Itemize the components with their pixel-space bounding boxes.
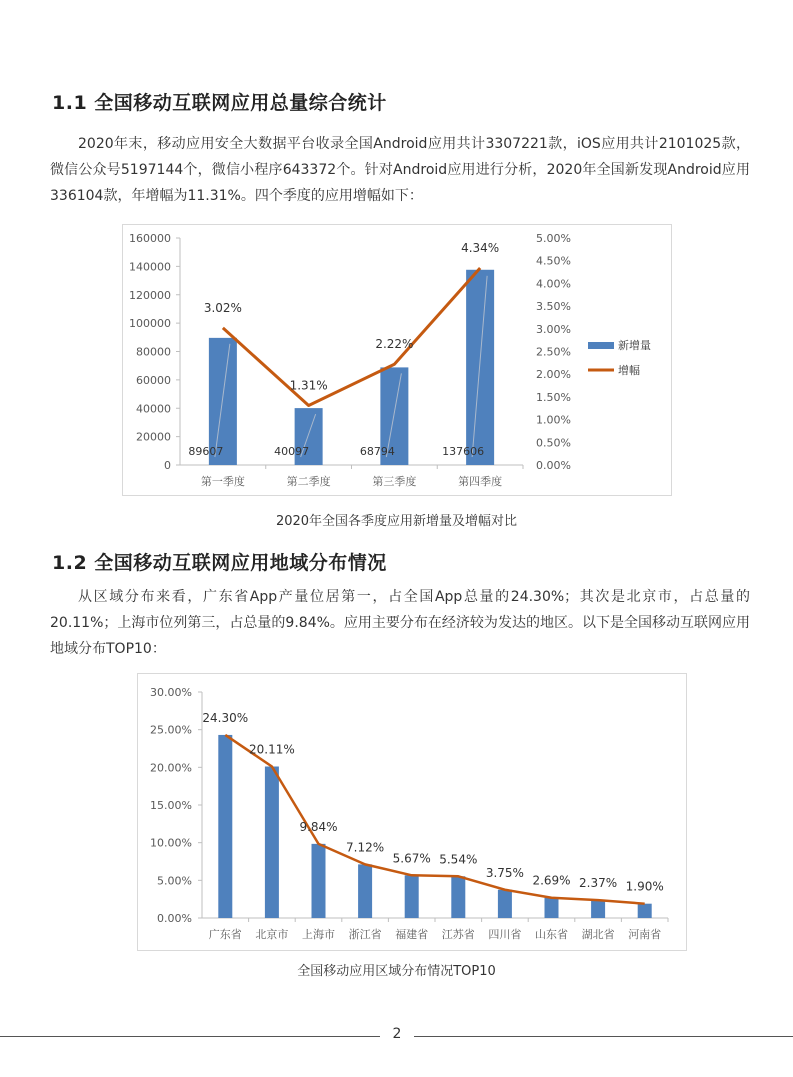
bar	[218, 735, 232, 918]
y-tick-label: 25.00%	[150, 723, 192, 737]
line-value-label: 2.22%	[375, 337, 414, 352]
x-tick-label: 第二季度	[286, 475, 331, 488]
y-tick-label: 20000	[136, 430, 171, 444]
bar	[545, 898, 559, 918]
y-tick-label: 5.00%	[157, 874, 192, 888]
footer-rule-left	[0, 1036, 380, 1037]
y-tick-label: 100000	[129, 317, 171, 331]
x-tick-label: 四川省	[488, 928, 522, 941]
paragraph-1-text: 2020年末，移动应用安全大数据平台收录全国Android应用共计3307221款，iOS应用共计2101025款，微信公众号5197144个，微信小程序643372个。针对Android应用进行分析，2020年全国新发现Android应用336104款，年增幅为11.31%。四个季度的应用增幅如下：	[50, 136, 750, 204]
line-value-label: 1.90%	[625, 879, 664, 894]
paragraph-2	[50, 584, 750, 662]
legend-swatch-bar	[588, 342, 614, 349]
y2-tick-label: 3.00%	[536, 322, 571, 336]
y2-tick-label: 4.50%	[536, 254, 571, 268]
y-tick-label: 20.00%	[150, 761, 192, 775]
x-tick-label: 江苏省	[441, 928, 475, 941]
x-tick-label: 湖北省	[581, 928, 615, 941]
bar-value-label: 137606	[442, 445, 485, 458]
line-value-label: 4.34%	[461, 240, 500, 255]
y2-tick-label: 1.00%	[536, 413, 571, 427]
y-tick-label: 10.00%	[150, 836, 192, 850]
y2-tick-label: 5.00%	[536, 232, 571, 245]
y-tick-label: 15.00%	[150, 799, 192, 812]
line-value-label: 1.31%	[289, 378, 328, 393]
chart-region	[138, 674, 686, 950]
bar	[358, 864, 372, 918]
y-tick-label: 30.00%	[150, 686, 192, 699]
y-tick-label: 80000	[136, 345, 171, 359]
paragraph-1	[50, 131, 750, 209]
x-tick-label: 第四季度	[458, 475, 503, 488]
x-tick-label: 北京市	[255, 928, 289, 941]
footer-rule-right	[414, 1036, 793, 1037]
legend-label-bar: 新增量	[618, 339, 651, 352]
bar	[638, 904, 652, 918]
y-tick-label: 0	[164, 459, 171, 472]
bar	[312, 844, 326, 918]
line-value-label: 3.02%	[203, 300, 242, 315]
bar	[498, 890, 512, 918]
chart-caption-1: 2020年全国各季度应用新增量及增幅对比	[275, 514, 518, 529]
bar	[405, 875, 419, 918]
x-tick-label: 广东省	[208, 928, 242, 941]
x-tick-label: 福建省	[395, 928, 429, 941]
x-tick-label: 山东省	[535, 928, 568, 941]
bar	[591, 900, 605, 918]
line-value-label: 24.30%	[202, 710, 249, 725]
line-value-label: 20.11%	[249, 742, 295, 757]
series-line-growth	[223, 268, 480, 406]
line-value-label: 3.75%	[485, 865, 524, 880]
y2-tick-label: 4.00%	[536, 277, 571, 291]
y2-tick-label: 2.00%	[536, 368, 571, 382]
line-value-label: 5.67%	[392, 851, 431, 866]
x-tick-label: 浙江省	[348, 928, 382, 941]
line-value-label: 2.37%	[579, 876, 618, 891]
y2-tick-label: 1.50%	[536, 390, 571, 404]
y-tick-label: 120000	[129, 288, 171, 302]
y-tick-label: 160000	[129, 232, 171, 245]
line-value-label: 7.12%	[346, 840, 385, 855]
line-value-label: 5.54%	[439, 852, 478, 867]
y2-tick-label: 0.00%	[536, 459, 571, 472]
y2-tick-label: 3.50%	[536, 300, 571, 314]
chart-quarterly	[123, 225, 671, 495]
y2-tick-label: 0.50%	[536, 436, 571, 450]
paragraph-2-text: 从区域分布来看，广东省App产量位居第一，占全国App总量的24.30%；其次是北京市，占总量的20.11%；上海市位列第三，占总量的9.84%。应用主要分布在经济较为发达的地区。以下是全国移动互联网应用地域分布TOP10：	[50, 589, 750, 657]
bar	[466, 270, 494, 465]
page-number: 2	[392, 1026, 402, 1042]
bar-value-label: 68794	[359, 445, 395, 458]
chart-caption-2: 全国移动应用区域分布情况TOP10	[297, 964, 496, 979]
bar	[451, 876, 465, 918]
x-tick-label: 第三季度	[372, 475, 417, 488]
bar-value-label: 89607	[188, 445, 224, 458]
legend-label-line: 增幅	[618, 364, 640, 377]
chart-quarterly-box	[122, 224, 672, 496]
x-tick-label: 上海市	[302, 928, 335, 941]
y-tick-label: 140000	[129, 260, 171, 274]
line-value-label: 2.69%	[532, 873, 571, 888]
section-heading-1: 1.1 全国移动互联网应用总量综合统计	[52, 92, 387, 114]
y2-tick-label: 2.50%	[536, 345, 571, 359]
line-value-label: 9.84%	[299, 819, 338, 834]
chart-region-box	[137, 673, 687, 951]
bar-value-label: 40097	[274, 445, 310, 458]
y-tick-label: 0.00%	[157, 912, 192, 925]
x-tick-label: 河南省	[628, 928, 662, 941]
x-tick-label: 第一季度	[200, 475, 245, 488]
section-heading-2: 1.2 全国移动互联网应用地域分布情况	[52, 552, 387, 574]
bar	[265, 767, 279, 918]
y-tick-label: 40000	[136, 402, 171, 416]
y-tick-label: 60000	[136, 373, 171, 387]
